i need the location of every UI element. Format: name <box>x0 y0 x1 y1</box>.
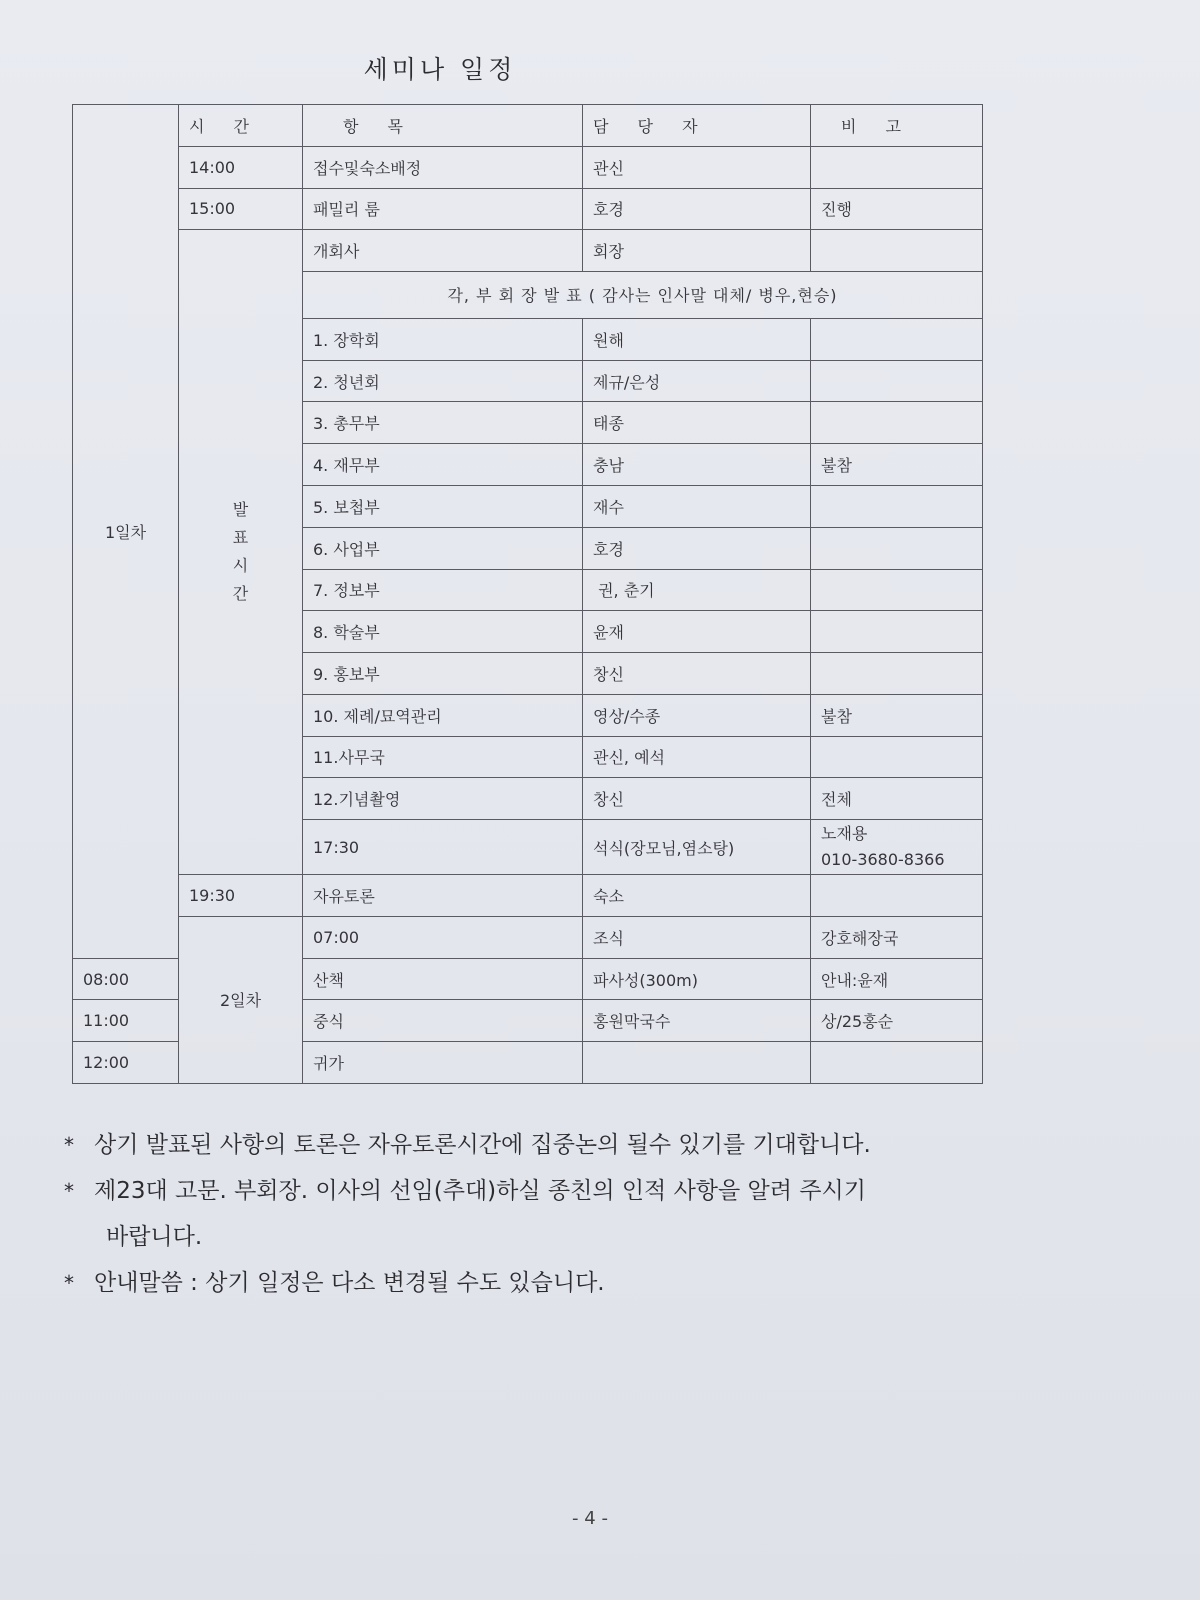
row-note: 불참 <box>811 694 983 736</box>
bullet-star: * <box>64 1271 74 1295</box>
row-time: 07:00 <box>303 916 583 958</box>
row-person: 파사성(300m) <box>583 958 811 1000</box>
row-item: 산책 <box>303 958 583 1000</box>
notes-section <box>64 1122 1144 1306</box>
row-person <box>811 820 983 875</box>
row-person: 관신 <box>583 146 811 188</box>
row-time: 08:00 <box>73 958 179 1000</box>
note-text-continued: 바랍니다. <box>106 1224 203 1250</box>
row-note <box>811 653 983 695</box>
row-person: 윤재 <box>583 611 811 653</box>
row-note <box>811 569 983 611</box>
day2-label: 2일차 <box>179 916 303 1083</box>
row-note <box>811 1042 983 1084</box>
row-item: 3. 총무부 <box>303 402 583 444</box>
row-person: 영상/수종 <box>583 694 811 736</box>
seminar-schedule-table <box>72 104 983 1084</box>
row-note <box>811 146 983 188</box>
bullet-star: * <box>64 1133 74 1157</box>
row-item: 11.사무국 <box>303 736 583 778</box>
row-person: 충남 <box>583 444 811 486</box>
note-text: 상기 발표된 사항의 토론은 자유토론시간에 집중논의 될수 있기를 기대합니다. <box>94 1132 871 1158</box>
row-note: 불참 <box>811 444 983 486</box>
row-note <box>811 360 983 402</box>
row-person: 권, 춘기 <box>583 569 811 611</box>
row-person: 관신, 예석 <box>583 736 811 778</box>
note-item <box>64 1122 1144 1168</box>
row-time: 19:30 <box>179 875 303 917</box>
row-time: 17:30 <box>303 820 583 875</box>
row-person: 창신 <box>583 653 811 695</box>
row-note <box>811 875 983 917</box>
day1-label: 1일차 <box>73 105 179 959</box>
row-item: 12.기념촬영 <box>303 778 583 820</box>
row-time: 11:00 <box>73 1000 179 1042</box>
table-header-row <box>73 105 983 147</box>
presentation-label-char: 표 <box>232 528 249 548</box>
row-item: 8. 학술부 <box>303 611 583 653</box>
row-note: 전체 <box>811 778 983 820</box>
row-person: 제규/은성 <box>583 360 811 402</box>
row-item: 패밀리 룸 <box>303 188 583 230</box>
row-person: 호경 <box>583 527 811 569</box>
row-note <box>811 736 983 778</box>
header-time: 시 간 <box>179 105 303 147</box>
row-note <box>811 318 983 360</box>
presentation-label-char: 시 <box>232 556 249 576</box>
contact-name: 노재용 <box>821 824 868 844</box>
table-row <box>73 146 983 188</box>
bullet-star: * <box>64 1179 74 1203</box>
row-person: 재수 <box>583 485 811 527</box>
row-item: 석식(장모님,염소탕) <box>583 820 811 875</box>
row-note: 상/25홍순 <box>811 1000 983 1042</box>
row-item: 1. 장학회 <box>303 318 583 360</box>
table-row <box>73 916 983 958</box>
row-person: 원해 <box>583 318 811 360</box>
note-item <box>64 1260 1144 1306</box>
row-item: 접수및숙소배정 <box>303 146 583 188</box>
note-text: 제23대 고문. 부회장. 이사의 선임(추대)하실 종친의 인적 사항을 알려 주시기 <box>94 1178 866 1204</box>
row-item: 개회사 <box>303 230 583 272</box>
row-item: 5. 보첩부 <box>303 485 583 527</box>
row-person: 창신 <box>583 778 811 820</box>
header-note: 비 고 <box>811 105 983 147</box>
row-item: 4. 재무부 <box>303 444 583 486</box>
row-item: 조식 <box>583 916 811 958</box>
row-note <box>811 611 983 653</box>
row-time: 15:00 <box>179 188 303 230</box>
row-note: 진행 <box>811 188 983 230</box>
row-person: 강호해장국 <box>811 916 983 958</box>
row-note <box>811 402 983 444</box>
row-item: 2. 청년회 <box>303 360 583 402</box>
contact-phone: 010-3680-8366 <box>821 850 945 870</box>
header-item: 항 목 <box>303 105 583 147</box>
row-person: 태종 <box>583 402 811 444</box>
row-item: 6. 사업부 <box>303 527 583 569</box>
row-item: 귀가 <box>303 1042 583 1084</box>
row-item: 7. 정보부 <box>303 569 583 611</box>
row-person: 숙소 <box>583 875 811 917</box>
presentation-label-char: 발 <box>232 500 249 520</box>
note-item <box>64 1168 1144 1260</box>
row-time: 14:00 <box>179 146 303 188</box>
row-item: 10. 제례/묘역관리 <box>303 694 583 736</box>
row-item: 9. 홍보부 <box>303 653 583 695</box>
row-note <box>811 527 983 569</box>
page-title: 세미나 일정 <box>363 55 517 84</box>
header-person: 담 당 자 <box>583 105 811 147</box>
table-row <box>73 875 983 917</box>
page-number: - 4 - <box>572 1508 608 1529</box>
table-row <box>73 230 983 272</box>
row-note <box>811 230 983 272</box>
note-text: 안내말씀 : 상기 일정은 다소 변경될 수도 있습니다. <box>94 1270 605 1296</box>
presentation-time-label <box>179 230 303 875</box>
row-person <box>583 1042 811 1084</box>
presentation-label-char: 간 <box>232 584 249 604</box>
row-item: 자유토론 <box>303 875 583 917</box>
row-note: 안내:윤재 <box>811 958 983 1000</box>
row-note <box>811 485 983 527</box>
row-person: 회장 <box>583 230 811 272</box>
row-person: 호경 <box>583 188 811 230</box>
table-row <box>73 188 983 230</box>
row-item: 중식 <box>303 1000 583 1042</box>
row-person: 홍원막국수 <box>583 1000 811 1042</box>
row-time: 12:00 <box>73 1042 179 1084</box>
presentation-heading: 각, 부 회 장 발 표 ( 감사는 인사말 대체/ 병우,현승) <box>303 272 983 319</box>
